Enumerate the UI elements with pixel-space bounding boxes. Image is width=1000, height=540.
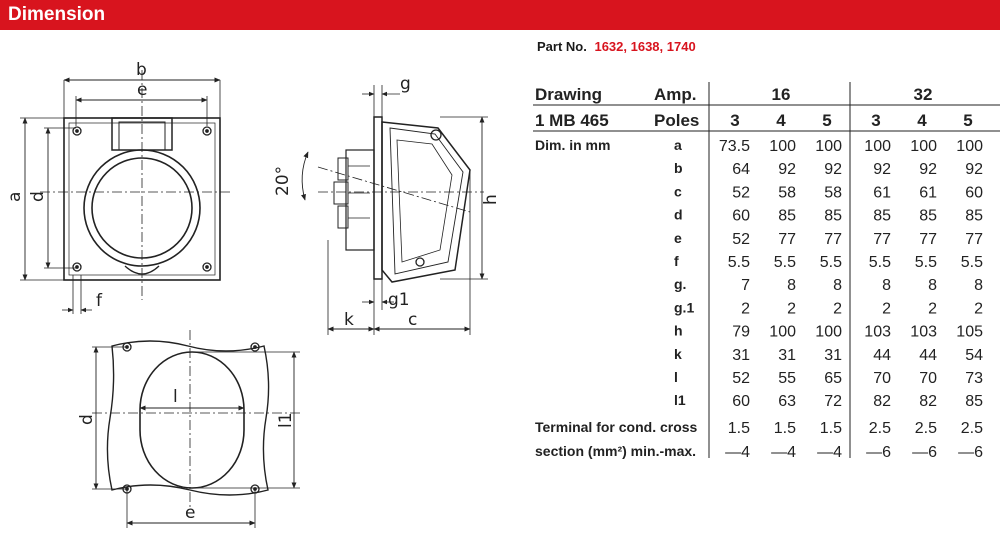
table-cell: 44 <box>873 346 891 364</box>
label-a: a <box>5 191 25 202</box>
terminal-label-line2: section (mm²) min.-max. <box>535 443 697 459</box>
table-cell: 2 <box>833 300 842 318</box>
dimension-table <box>533 82 1000 461</box>
table-cell: 85 <box>965 207 983 225</box>
section-title: Dimension <box>8 4 106 25</box>
terminal-max-value: —4 <box>771 444 796 461</box>
front-view-drawing <box>20 70 232 314</box>
table-cell: 85 <box>965 393 983 411</box>
poles-header: 5 <box>963 111 973 130</box>
table-cell: 77 <box>778 230 796 248</box>
label-g1: g1 <box>388 290 410 310</box>
terminal-max-value: —6 <box>958 444 983 461</box>
label-k: k <box>344 310 354 330</box>
row-dimension-name: h <box>674 322 683 339</box>
row-dimension-name: k <box>674 345 682 362</box>
label-c: c <box>408 310 418 330</box>
label-angle: 20° <box>273 165 293 196</box>
table-cell: 2 <box>882 300 891 318</box>
part-number-values: 1632, 1638, 1740 <box>594 39 696 54</box>
label-g: g <box>400 74 411 94</box>
table-cell: 70 <box>919 370 937 387</box>
label-e-cutout: e <box>185 503 196 523</box>
table-poles-label: Poles <box>654 111 700 130</box>
table-cell: 100 <box>769 138 796 155</box>
table-cell: 82 <box>873 393 891 411</box>
table-amp-label: Amp. <box>654 85 697 104</box>
terminal-min-value: 1.5 <box>773 420 796 437</box>
table-cell: 8 <box>882 277 891 295</box>
table-cell: 92 <box>873 161 891 179</box>
table-cell: 60 <box>965 184 983 202</box>
table-cell: 55 <box>778 370 796 387</box>
terminal-max-value: —4 <box>725 444 750 461</box>
table-cell: 100 <box>864 138 891 155</box>
table-cell: 100 <box>815 138 842 155</box>
terminal-min-value: 2.5 <box>868 420 891 437</box>
table-rows <box>674 137 983 410</box>
table-cell: 54 <box>965 346 983 364</box>
row-dimension-name: f <box>674 253 679 269</box>
table-cell: 79 <box>732 323 750 341</box>
table-cell: 77 <box>873 230 891 248</box>
side-view-labels <box>273 74 501 330</box>
table-cell: 82 <box>919 393 937 411</box>
table-cell: 5.5 <box>960 254 983 271</box>
row-dimension-name: e <box>674 229 682 246</box>
table-cell: 8 <box>833 277 842 295</box>
table-cell: 77 <box>919 230 937 248</box>
table-drawing-code: 1 MB 465 <box>535 111 609 130</box>
table-cell: 73 <box>965 370 983 387</box>
table-cell: 100 <box>769 323 796 341</box>
terminal-min-value: 1.5 <box>727 420 750 437</box>
row-dimension-name: g. <box>674 276 687 293</box>
table-cell: 92 <box>965 161 983 179</box>
table-cell: 64 <box>732 161 750 179</box>
table-cell: 2 <box>974 300 983 318</box>
table-cell: 61 <box>873 184 891 202</box>
poles-header: 4 <box>917 111 927 130</box>
table-cell: 70 <box>873 370 891 387</box>
cutout-view-drawing <box>92 330 300 528</box>
table-cell: 61 <box>919 184 937 202</box>
label-d-cutout: d <box>77 414 97 425</box>
poles-header: 3 <box>730 111 740 130</box>
table-cell: 5.5 <box>819 254 842 271</box>
table-cell: 44 <box>919 346 937 364</box>
poles-header: 4 <box>776 111 786 130</box>
table-cell: 103 <box>864 323 891 341</box>
table-cell: 2 <box>928 300 937 318</box>
row-dimension-name: c <box>674 183 682 200</box>
terminal-max-value: —6 <box>912 444 937 461</box>
table-cell: 5.5 <box>914 254 937 271</box>
table-cell: 2 <box>787 300 796 318</box>
table-cell: 60 <box>732 207 750 225</box>
table-cell: 73.5 <box>718 138 750 155</box>
row-dimension-name: d <box>674 206 683 223</box>
table-cell: 31 <box>732 346 750 364</box>
table-cell: 85 <box>919 207 937 225</box>
table-cell: 2 <box>741 300 750 318</box>
table-cell: 92 <box>919 161 937 179</box>
table-cell: 85 <box>778 207 796 225</box>
table-cell: 5.5 <box>868 254 891 271</box>
label-b: b <box>136 60 147 80</box>
table-cell: 100 <box>910 138 937 155</box>
row-dimension-name: a <box>674 137 682 153</box>
table-cell: 65 <box>824 370 842 387</box>
table-cell: 103 <box>910 323 937 341</box>
terminal-min-value: 2.5 <box>914 420 937 437</box>
poles-header: 5 <box>822 111 832 130</box>
terminal-min-value: 1.5 <box>819 420 842 437</box>
table-cell: 7 <box>741 277 750 295</box>
table-cell: 92 <box>778 161 796 179</box>
part-number-label: Part No. <box>537 39 587 54</box>
table-cell: 31 <box>824 346 842 364</box>
row-dimension-name: g.1 <box>674 299 695 316</box>
table-cell: 85 <box>824 207 842 225</box>
table-cell: 52 <box>732 370 750 387</box>
table-cell: 72 <box>824 393 842 411</box>
terminal-values <box>725 420 983 461</box>
label-e-front: e <box>137 80 148 100</box>
table-cell: 31 <box>778 346 796 364</box>
table-cell: 8 <box>928 277 937 295</box>
table-cell: 100 <box>815 323 842 341</box>
table-cell: 105 <box>956 323 983 341</box>
amp-32-header: 32 <box>913 85 933 104</box>
amp-16-header: 16 <box>771 85 791 104</box>
table-cell: 85 <box>873 207 891 225</box>
row-dimension-name: l1 <box>674 392 686 409</box>
table-cell: 100 <box>956 138 983 155</box>
terminal-label-line1: Terminal for cond. cross <box>535 419 698 435</box>
row-dimension-name: l <box>674 369 678 385</box>
terminal-max-value: —6 <box>866 444 891 461</box>
table-cell: 63 <box>778 393 796 411</box>
table-cell: 92 <box>824 161 842 179</box>
label-d-front: d <box>28 191 48 202</box>
table-cell: 5.5 <box>773 254 796 271</box>
label-l: l <box>173 387 178 407</box>
table-cell: 58 <box>778 184 796 202</box>
table-cell: 52 <box>732 230 750 248</box>
table-drawing-label: Drawing <box>535 85 603 104</box>
terminal-min-value: 2.5 <box>960 420 983 437</box>
poles-header: 3 <box>871 111 881 130</box>
table-cell: 5.5 <box>727 254 750 271</box>
label-f: f <box>96 291 102 311</box>
table-cell: 8 <box>974 277 983 295</box>
table-cell: 58 <box>824 184 842 202</box>
table-cell: 8 <box>787 277 796 295</box>
table-dim-label: Dim. in mm <box>535 137 611 153</box>
row-dimension-name: b <box>674 160 683 177</box>
table-cell: 77 <box>824 230 842 248</box>
label-h: h <box>481 194 501 205</box>
label-l1: l1 <box>276 412 296 428</box>
table-cell: 52 <box>732 184 750 202</box>
table-cell: 77 <box>965 230 983 248</box>
table-cell: 60 <box>732 393 750 411</box>
terminal-max-value: —4 <box>817 444 842 461</box>
